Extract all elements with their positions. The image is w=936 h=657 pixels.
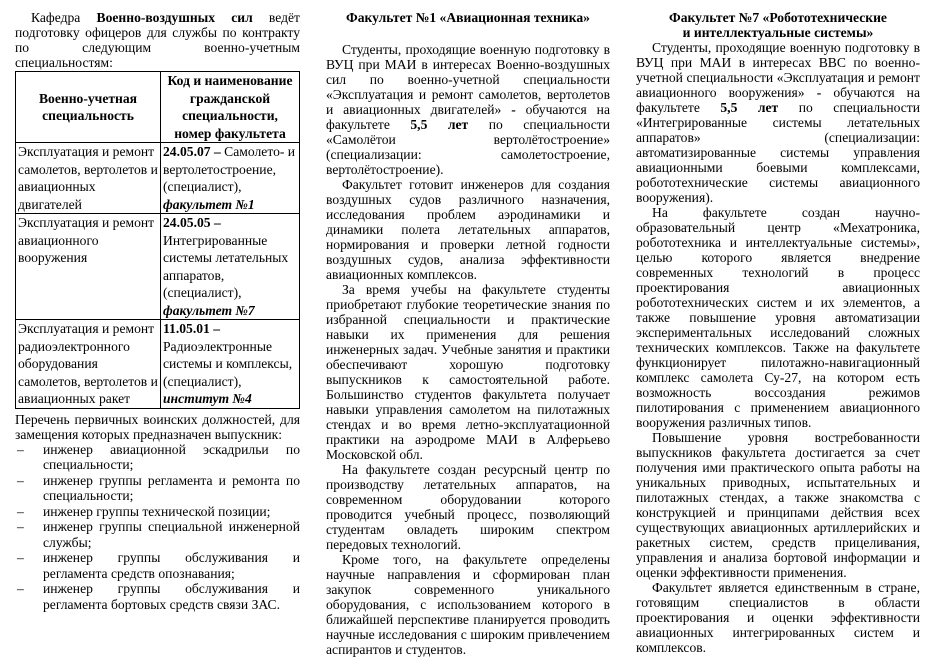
faculty1-paragraph-4: На факультете создан ресурсный центр по производству летательных аппаратов, на современном оборудовании которого проводится учебный процесс, позволяющий студентам овладеть широким спектром передовых технологий. xyxy=(326,462,610,552)
faculty7-paragraph-3: Повышение уровня востребованности выпускников факультета достигается за счет получения ими практического опыта работы на уникальных приводных, испытательных и пилотажных стендах, а также знакомства с конструкцией и принципами действия всех существующих авиационных артиллерийских и ракетных систем, средств прицеливания, управления и анализа бортовой информации и оценки эффективности применения. xyxy=(636,430,920,580)
study-years: 5,5 лет xyxy=(720,100,779,115)
intro-paragraph xyxy=(15,10,300,70)
faculty1-paragraph-2: Факультет готовит инженеров для создания воздушных судов различного назначения, исследования проблем аэродинамики и динамики полета летательных аппаратов, нормирования и проверки летной годности воздушных судов, анализа эффективности авиационных комплексов. xyxy=(326,177,610,282)
code-name: Самолето- и вертолетостроение, (специалист), xyxy=(163,144,296,194)
list-item: – инженер группы специальной инженерной службы; xyxy=(15,519,300,550)
positions-intro: Перечень первичных воинских должностей, для замещения которых предназначен выпускник: xyxy=(15,411,300,442)
table-header-code: Код и наименование гражданской специальности, номер факультета xyxy=(161,72,300,143)
study-years: 5,5 лет xyxy=(410,117,469,132)
code-number: 11.05.01 – xyxy=(163,321,221,336)
text-dash: - xyxy=(816,85,822,100)
column-left xyxy=(15,10,300,612)
faculty-number: факультет №1 xyxy=(163,196,255,212)
faculty7-paragraph-4: Факультет является единственным в стране, готовящим специалистов в области проектирования и оценки эффективности авиационных интегрированных систем и комплексов. xyxy=(636,580,920,655)
intro-suffix: ведёт подготовку офицеров для службы по контракту по следующим военно-учетным специальностям: xyxy=(15,10,300,70)
intro-bold: Военно-воздушных сил xyxy=(96,10,253,25)
table-row xyxy=(16,143,300,214)
code-name: Радиоэлектронные системы и комплексы, (специалист), xyxy=(163,338,293,389)
faculty-number: факультет №7 xyxy=(163,302,255,318)
specialty-table xyxy=(15,71,300,409)
list-item: – инженер группы технической позиции; xyxy=(15,504,300,520)
code-number: 24.05.07 – xyxy=(163,144,221,159)
faculty7-paragraph-1 xyxy=(636,40,920,205)
list-item: – инженер группы регламента и ремонта по специальности; xyxy=(15,473,300,504)
list-item: – инженер авиационной эскадрильи по специальности; xyxy=(15,442,300,473)
text-span: по специальности «Интегрированные системы летательных аппаратов» (специализации: автоматизированные системы управления авиационными боевыми комплексами, робототехнические системы авиационного вооружения). xyxy=(636,100,920,205)
code-number: 24.05.05 – xyxy=(163,215,221,230)
column-middle xyxy=(326,10,610,657)
table-header-specialty: Военно-учетная специальность xyxy=(16,72,161,143)
faculty1-paragraph-1 xyxy=(326,42,610,177)
text-span: обучаются на факультете xyxy=(636,85,920,115)
code-name: Интегрированные системы летательных аппаратов, (специалист), xyxy=(163,232,289,300)
table-cell-specialty: Эксплуатация и ремонт авиационного вооружения xyxy=(16,214,161,320)
text-dash: - xyxy=(511,102,516,117)
faculty7-title: Факультет №7 «Робототехнические и интеллектуальные системы» xyxy=(669,10,887,40)
faculty1-title: Факультет №1 «Авиационная техника» xyxy=(346,10,590,25)
table-cell-specialty: Эксплуатация и ремонт радиоэлектронного оборудования самолетов, вертолетов и авиационных ракет xyxy=(16,320,161,409)
table-cell-code xyxy=(161,143,300,214)
text-span: обучаются на факультете xyxy=(326,102,610,132)
column-right xyxy=(636,10,920,655)
table-row xyxy=(16,214,300,320)
faculty-number: институт №4 xyxy=(163,391,252,406)
table-cell-code xyxy=(161,214,300,320)
faculty7-paragraph-2: На факультете создан научно-образовательный центр «Мехатроника, робототехника и интеллектуальные системы», целью которого является внедрение современных технологий в процесс проектирования авиационных робототехнических систем и их элементов, а также повышение уровня автоматизации экспериментальных исследований сложных технических комплексов. Также на факультете функционирует пилотажно-навигационный комплекс самолета Су-27, на котором есть возможность воссоздания режимов пилотирования с применением авиационного вооружения различных типов. xyxy=(636,205,920,430)
list-item: – инженер группы обслуживания и регламента средств опознавания; xyxy=(15,550,300,581)
text-span: Студенты, проходящие военную подготовку в ВУЦ при МАИ в интересах Военно-воздушных сил по военно-учетной специальности «Эксплуатация и ремонт самолетов, вертолетов и авиационных двигателей» xyxy=(326,42,610,117)
table-cell-code xyxy=(161,320,300,409)
positions-list xyxy=(15,442,300,613)
faculty1-paragraph-5: Кроме того, на факультете определены научные направления и сформирован план закупок современного уникального оборудования, с использованием которого в ближайшей перспективе планируется проводить научные исследования с широким привлечением аспирантов и студентов. xyxy=(326,552,610,657)
text-span: Студенты, проходящие военную подготовку в ВУЦ при МАИ в интересах ВВС по военно-учетной специальности «Эксплуатация и ремонт авиационного вооружения» xyxy=(636,40,920,100)
faculty1-paragraph-3: За время учебы на факультете студенты приобретают глубокие теоретические знания по избранной специальности и практические навыки их применения для решения инженерных задач. Учебные занятия и практики обеспечивают хорошую подготовку выпускников к самостоятельной работе. Большинство студентов факультета получает навыки управления самолетом на пилотажных стендах и во время летно-эксплуатационной практики на аэродроме МАИ в Алферьево Московской обл. xyxy=(326,282,610,462)
table-header-row xyxy=(16,72,300,143)
intro-prefix: Кафедра xyxy=(31,10,97,25)
list-item: – инженер группы обслуживания и регламента бортовых средств связи ЗАС. xyxy=(15,581,300,612)
text-span: по специальности «Самолётои вертолётостроение» (специализации: самолетостроение, вертолётостроение). xyxy=(326,117,610,177)
table-cell-specialty: Эксплуатация и ремонт самолетов, вертолетов и авиационных двигателей xyxy=(16,143,161,214)
table-row xyxy=(16,320,300,409)
